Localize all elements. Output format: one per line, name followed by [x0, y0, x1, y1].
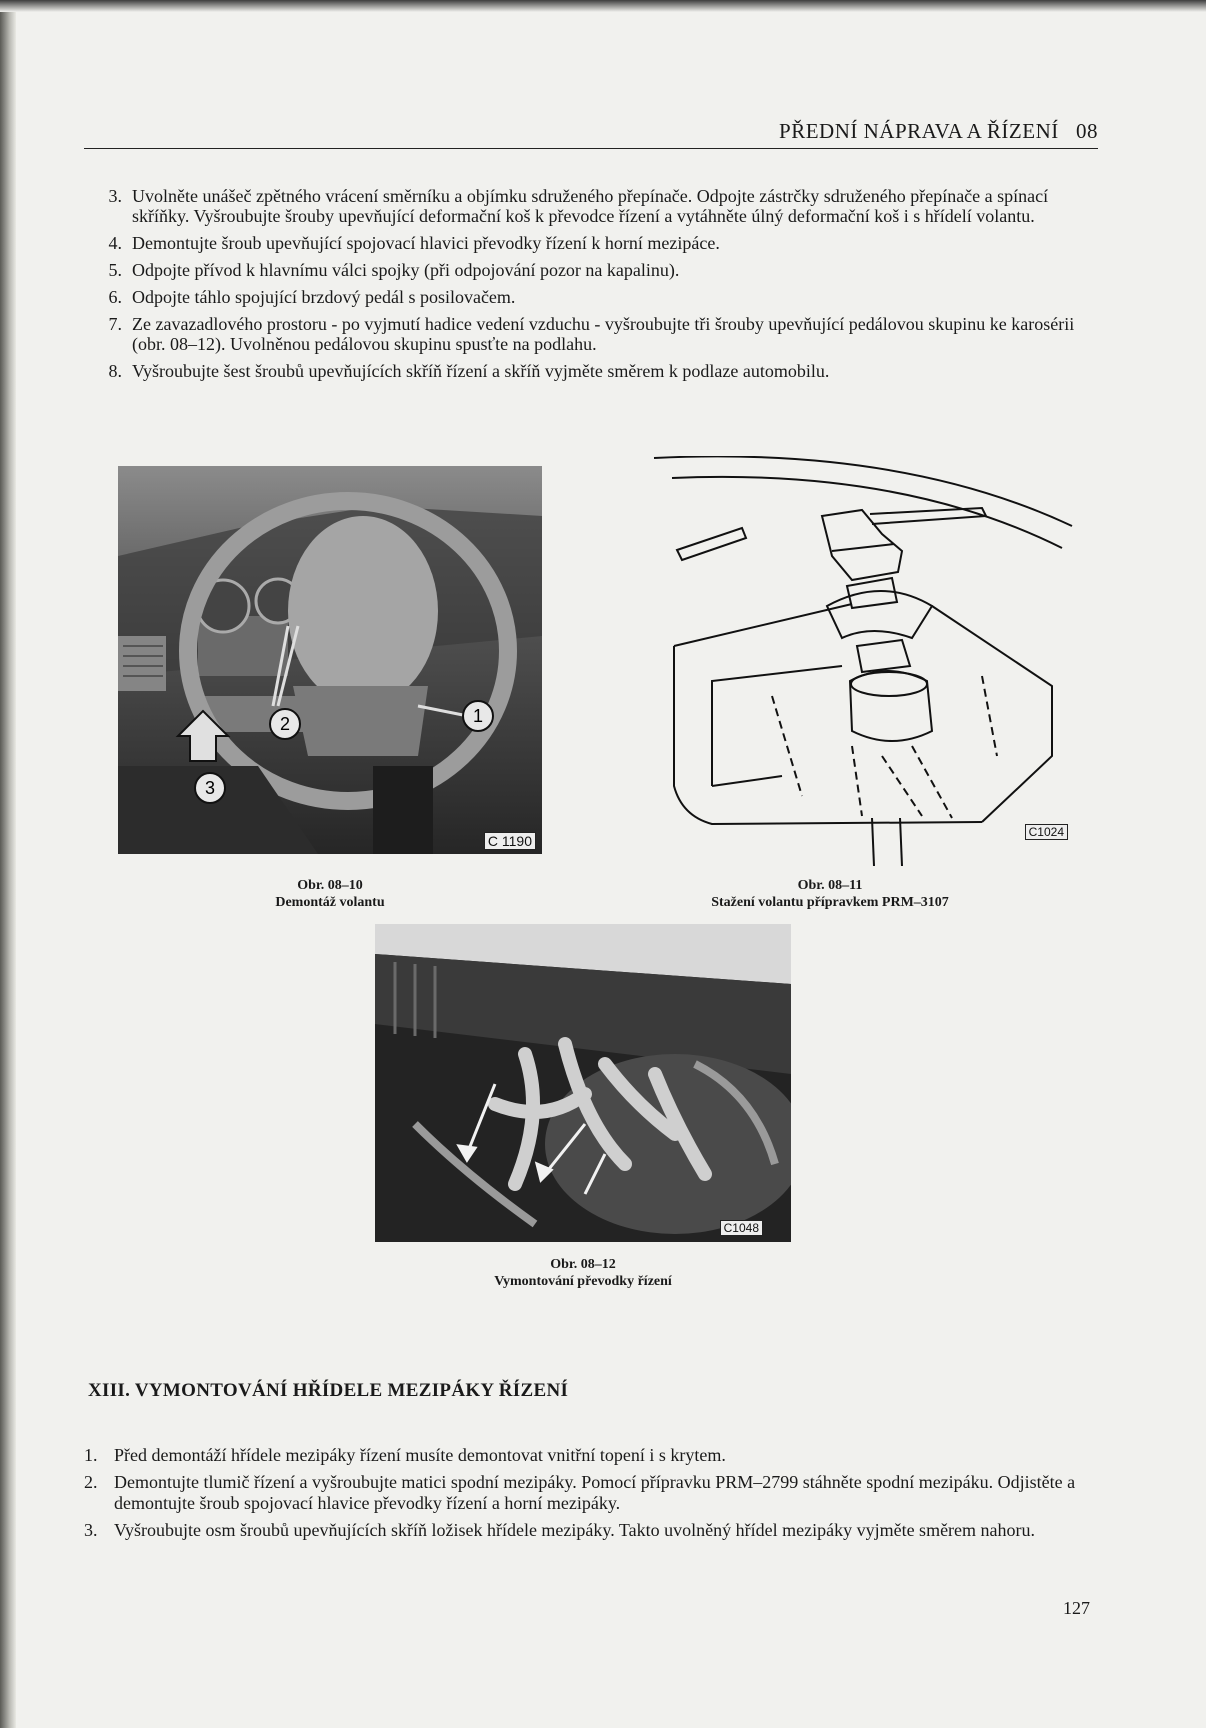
steering-puller-diagram — [652, 456, 1082, 866]
step-item — [84, 233, 1098, 253]
step-number: 6. — [108, 287, 122, 307]
step-number: 2. — [84, 1472, 98, 1492]
section-steps — [84, 1445, 1098, 1547]
callout-2: 2 — [279, 714, 291, 734]
caption-fig-08-11 — [680, 877, 980, 911]
engine-bay-photo — [375, 924, 791, 1242]
page-number: 127 — [1063, 1598, 1090, 1618]
step-item — [84, 314, 1098, 354]
header-title: PŘEDNÍ NÁPRAVA A ŘÍZENÍ 08 — [779, 119, 1098, 143]
caption-text: Demontáž volantu — [275, 895, 385, 910]
figure-puller-drawing — [652, 456, 1082, 866]
caption-number: Obr. 08–12 — [550, 1257, 616, 1272]
caption-fig-08-10 — [230, 877, 430, 911]
step-item — [84, 361, 1098, 381]
step-text: Ze zavazadlového prostoru - po vyjmutí hadice vedení vzduchu - vyšroubujte tři šrouby upevňující pedálovou skupinu ke karosérii (obr. 08–12). Uvolněnou pedálovou skupinu spusťte na podlahu. — [132, 314, 1075, 354]
step-number: 1. — [84, 1445, 98, 1465]
step-item — [84, 260, 1098, 280]
step-text: Demontujte tlumič řízení a vyšroubujte matici spodní mezipáky. Pomocí přípravku PRM–2799 stáhněte spodní mezipáku. Odjistěte a demontujte šroub spojovací hlavice převodky řízení a horní mezipáky. — [114, 1472, 1076, 1513]
section-step-item — [84, 1472, 1098, 1514]
step-number: 3. — [84, 1520, 98, 1540]
step-item — [84, 186, 1098, 226]
step-number: 3. — [108, 186, 122, 206]
figure-code-c1190: C 1190 — [484, 832, 536, 850]
steering-wheel-photo — [118, 466, 542, 854]
step-number: 7. — [108, 314, 122, 334]
step-text: Vyšroubujte osm šroubů upevňujících skříň ložisek hřídele mezipáky. Takto uvolněný hřídel mezipáky vyjměte směrem nahoru. — [114, 1520, 1036, 1540]
callout-3: 3 — [204, 778, 216, 798]
step-number: 8. — [108, 361, 122, 381]
caption-number: Obr. 08–11 — [797, 878, 863, 893]
caption-text: Stažení volantu přípravkem PRM–3107 — [711, 895, 949, 910]
caption-fig-08-12 — [448, 1256, 718, 1290]
procedure-steps — [84, 186, 1098, 388]
top-edge-shadow — [0, 0, 1206, 12]
figure-engine-bay-photo — [375, 924, 791, 1242]
figure-steering-wheel-photo — [118, 466, 542, 854]
figure-code-c1048: C1048 — [720, 1220, 763, 1236]
step-number: 4. — [108, 233, 122, 253]
step-text: Vyšroubujte šest šroubů upevňujících skříň řízení a skříň vyjměte směrem k podlaze automobilu. — [132, 361, 830, 381]
step-text: Odpojte táhlo spojující brzdový pedál s posilovačem. — [132, 287, 516, 307]
callout-1: 1 — [472, 706, 484, 726]
section-title: XIII. VYMONTOVÁNÍ HŘÍDELE MEZIPÁKY ŘÍZENÍ — [88, 1380, 569, 1401]
caption-text: Vymontování převodky řízení — [494, 1274, 672, 1289]
step-text: Odpojte přívod k hlavnímu válci spojky (při odpojování pozor na kapalinu). — [132, 260, 680, 280]
step-text: Před demontáží hřídele mezipáky řízení musíte demontovat vnitřní topení i s krytem. — [114, 1445, 726, 1465]
caption-number: Obr. 08–10 — [297, 878, 363, 893]
section-step-item — [84, 1520, 1098, 1541]
step-item — [84, 287, 1098, 307]
step-number: 5. — [108, 260, 122, 280]
step-text: Demontujte šroub upevňující spojovací hlavici převodky řízení k horní mezipáce. — [132, 233, 720, 253]
figure-code-c1024: C1024 — [1025, 824, 1068, 840]
book-binding-shadow — [0, 0, 16, 1728]
section-step-item — [84, 1445, 1098, 1466]
running-header — [84, 118, 1098, 149]
step-text: Uvolněte unášeč zpětného vrácení směrníku a objímku sdruženého přepínače. Odpojte zástrčky sdruženého přepínače a spínací skříňky. Vyšroubujte šrouby upevňující deformační koš k převodce řízení a vytáhněte úlný deformační koš i s hřídelí volantu. — [132, 186, 1049, 226]
